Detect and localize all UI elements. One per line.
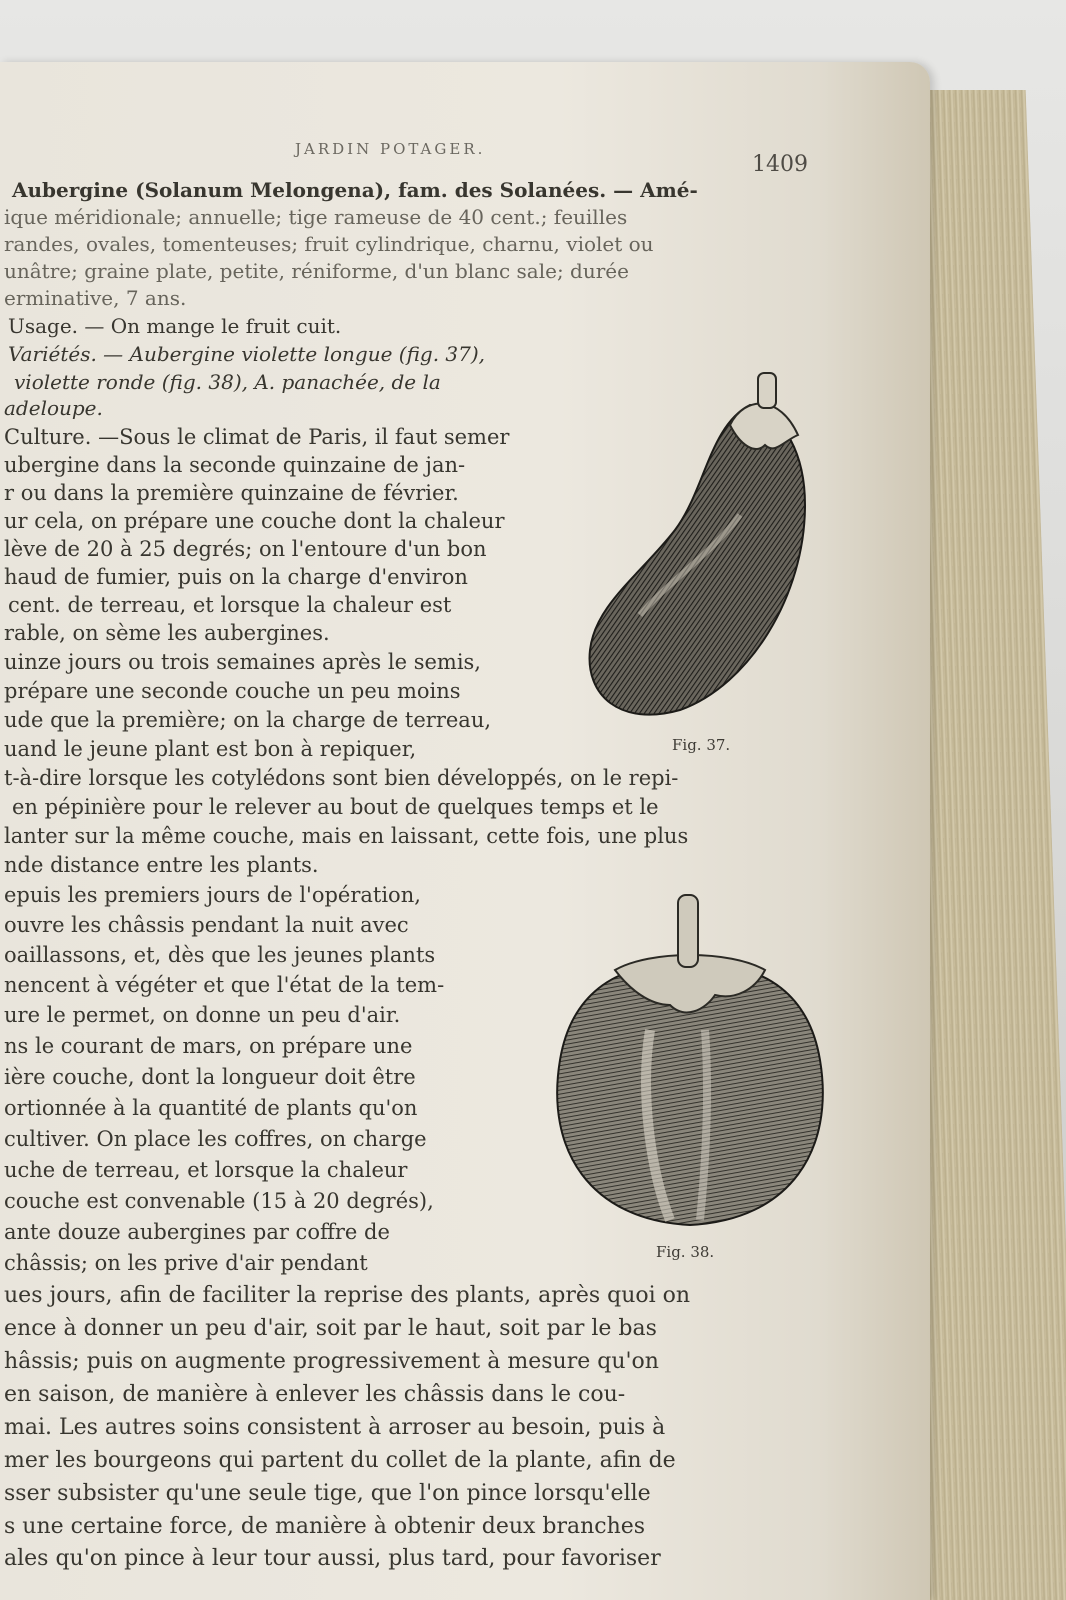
eggplant-long-illustration <box>580 365 820 725</box>
text-line: r ou dans la première quinzaine de février. <box>4 481 459 505</box>
text-line: ubergine dans la seconde quinzaine de jan- <box>4 453 466 477</box>
text-line: ur cela, on prépare une couche dont la chaleur <box>4 509 505 533</box>
text-line: t-à-dire lorsque les cotylédons sont bien développés, on le repi- <box>4 766 679 790</box>
text-line: ortionnée à la quantité de plants qu'on <box>4 1096 418 1120</box>
text-line: lève de 20 à 25 degrés; on l'entoure d'un bon <box>4 537 487 561</box>
text-line: ns le courant de mars, on prépare une <box>4 1034 413 1058</box>
text-line: Usage. — On mange le fruit cuit. <box>8 314 342 338</box>
text-line: nde distance entre les plants. <box>4 853 319 877</box>
text-line: erminative, 7 ans. <box>4 286 187 310</box>
text-line: cent. de terreau, et lorsque la chaleur est <box>8 593 452 617</box>
text-line: mer les bourgeons qui partent du collet de la plante, afin de <box>4 1448 676 1473</box>
text-line: ude que la première; on la charge de terreau, <box>4 708 492 732</box>
text-line: mai. Les autres soins consistent à arroser au besoin, puis à <box>4 1415 666 1440</box>
text-line: adeloupe. <box>4 396 103 420</box>
text-line: ales qu'on pince à leur tour aussi, plus tard, pour favoriser <box>4 1546 661 1571</box>
fig-38-caption: Fig. 38. <box>656 1243 715 1261</box>
text-line: ique méridionale; annuelle; tige rameuse de 40 cent.; feuilles <box>4 205 628 229</box>
text-line: uand le jeune plant est bon à repiquer, <box>4 737 417 761</box>
text-line: châssis; on les prive d'air pendant <box>4 1251 368 1275</box>
text-line: ure le permet, on donne un peu d'air. <box>4 1003 401 1027</box>
text-line: en pépinière pour le relever au bout de quelques temps et le <box>12 795 659 819</box>
text-line: ière couche, dont la longueur doit être <box>4 1065 416 1089</box>
text-line: randes, ovales, tomenteuses; fruit cylindrique, charnu, violet ou <box>4 232 654 256</box>
text-line: uinze jours ou trois semaines après le semis, <box>4 650 481 674</box>
text-line: ouvre les châssis pendant la nuit avec <box>4 913 409 937</box>
text-line: Variétés. — Aubergine violette longue (fig. 37), <box>8 342 486 366</box>
text-line: prépare une seconde couche un peu moins <box>4 679 461 703</box>
text-line: nencent à végéter et que l'état de la tem- <box>4 973 445 997</box>
text-line: Aubergine (Solanum Melongena), fam. des Solanées. — Amé- <box>12 178 698 202</box>
fig-37-caption: Fig. 37. <box>672 736 731 754</box>
text-line: sser subsister qu'une seule tige, que l'on pince lorsqu'elle <box>4 1481 651 1506</box>
text-line: Culture. —Sous le climat de Paris, il faut semer <box>4 425 510 449</box>
text-line: oaillassons, et, dès que les jeunes plants <box>4 943 436 967</box>
text-line: ues jours, afin de faciliter la reprise des plants, après quoi on <box>4 1283 691 1308</box>
eggplant-round-illustration <box>540 890 840 1235</box>
text-line: s une certaine force, de manière à obtenir deux branches <box>4 1514 646 1539</box>
text-line: ence à donner un peu d'air, soit par le haut, soit par le bas <box>4 1316 657 1341</box>
text-line: cultiver. On place les coffres, on charge <box>4 1127 427 1151</box>
text-line: en saison, de manière à enlever les châssis dans le cou- <box>4 1382 626 1407</box>
text-line: rable, on sème les aubergines. <box>4 621 330 645</box>
page-number: 1409 <box>752 152 808 177</box>
text-line: couche est convenable (15 à 20 degrés), <box>4 1189 434 1213</box>
text-line: unâtre; graine plate, petite, réniforme, d'un blanc sale; durée <box>4 259 629 283</box>
text-line: violette ronde (fig. 38), A. panachée, de la <box>14 370 441 394</box>
text-line: uche de terreau, et lorsque la chaleur <box>4 1158 408 1182</box>
text-line: lanter sur la même couche, mais en laissant, cette fois, une plus <box>4 824 689 848</box>
text-line: hâssis; puis on augmente progressivement à mesure qu'on <box>4 1349 659 1374</box>
text-line: ante douze aubergines par coffre de <box>4 1220 390 1244</box>
text-line: haud de fumier, puis on la charge d'environ <box>4 565 468 589</box>
running-header: JARDIN POTAGER. <box>295 140 486 158</box>
text-line: epuis les premiers jours de l'opération, <box>4 883 421 907</box>
